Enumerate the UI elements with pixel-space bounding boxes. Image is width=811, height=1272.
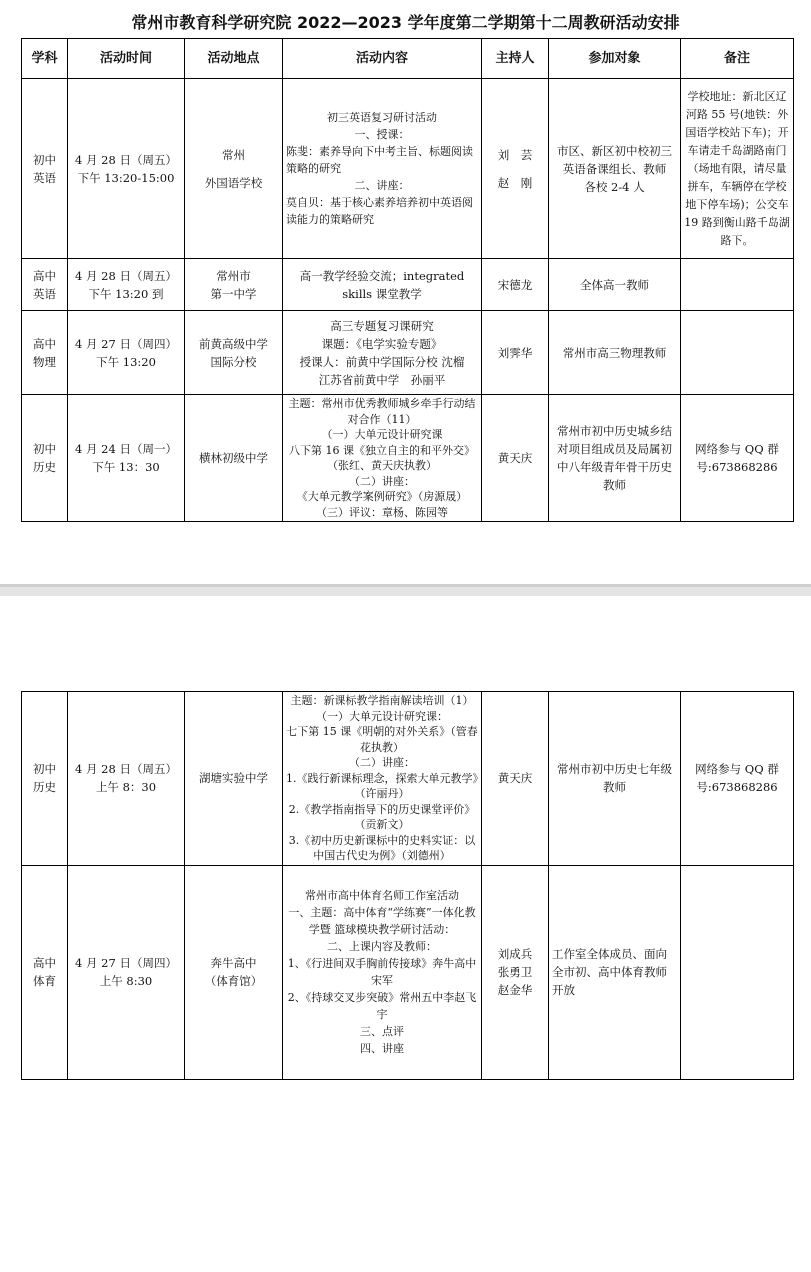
subject-cell: 初中 英语 bbox=[22, 79, 68, 259]
table-row bbox=[22, 79, 794, 259]
notes-cell bbox=[681, 865, 794, 1079]
host-cell: 宋德龙 bbox=[482, 259, 549, 311]
subject-cell: 高中 体育 bbox=[22, 865, 68, 1079]
time-cell: 4 月 27 日（周四） 上午 8:30 bbox=[68, 865, 185, 1079]
page-separator bbox=[0, 584, 811, 596]
header-participants: 参加对象 bbox=[549, 39, 681, 79]
schedule-table-1 bbox=[21, 38, 794, 522]
page-1 bbox=[0, 0, 811, 584]
participants-cell: 全体高一教师 bbox=[549, 259, 681, 311]
page-2 bbox=[0, 596, 811, 1272]
table-row bbox=[22, 865, 794, 1079]
header-content: 活动内容 bbox=[283, 39, 482, 79]
place-cell: 横林初级中学 bbox=[185, 395, 283, 522]
content-cell: 常州市高中体育名师工作室活动 一、主题：高中体育“学练赛”一体化教学暨 篮球模块教学研讨活动： 二、上课内容及教师： 1、《行进间双手胸前传接球》奔牛高中宋军 2、《持球交叉步突破》常州五中李赵飞宇 三、点评 四、讲座 bbox=[283, 865, 482, 1079]
time-cell: 4 月 27 日（周四） 下午 13:20 bbox=[68, 311, 185, 395]
content-cell: 高三专题复习课研究 课题：《电学实验专题》 授课人：前黄中学国际分校 沈榴 江苏省前黄中学 孙丽平 bbox=[283, 311, 482, 395]
page-title: 常州市教育科学研究院 2022—2023 学年度第二学期第十二周教研活动安排 bbox=[131, 13, 680, 32]
table-row bbox=[22, 395, 794, 522]
participants-cell: 工作室全体成员、面向全市初、高中体育教师开放 bbox=[549, 865, 681, 1079]
notes-cell: 网络参与 QQ 群号:673868286 bbox=[681, 395, 794, 522]
notes-cell: 网络参与 QQ 群号:673868286 bbox=[681, 692, 794, 866]
table-row bbox=[22, 692, 794, 866]
place-cell: 湖塘实验中学 bbox=[185, 692, 283, 866]
header-place: 活动地点 bbox=[185, 39, 283, 79]
host-cell: 刘成兵 张勇卫 赵金华 bbox=[482, 865, 549, 1079]
notes-cell bbox=[681, 311, 794, 395]
time-cell: 4 月 28 日（周五） 上午 8：30 bbox=[68, 692, 185, 866]
table-row bbox=[22, 311, 794, 395]
participants-cell: 常州市初中历史城乡结对项目组成员及局属初中八年级青年骨干历史教师 bbox=[549, 395, 681, 522]
header-subject: 学科 bbox=[22, 39, 68, 79]
host-cell: 刘 芸 赵 刚 bbox=[482, 79, 549, 259]
notes-cell: 学校地址：新北区辽河路 55 号(地铁：外国语学校站下车)；开车请走千岛湖路南门（场地有限，请尽量拼车，车辆停在学校地下停车场)；公交车 19 路到衡山路千岛湖路下。 bbox=[681, 79, 794, 259]
subject-cell: 初中 历史 bbox=[22, 395, 68, 522]
subject-cell: 初中 历史 bbox=[22, 692, 68, 866]
host-cell: 黄天庆 bbox=[482, 395, 549, 522]
content-cell: 初三英语复习研讨活动 一、授课： 陈斐：素养导向下中考主旨、标题阅读策略的研究 二、讲座： 莫自贝：基于核心素养培养初中英语阅读能力的策略研究 bbox=[283, 79, 482, 259]
notes-cell bbox=[681, 259, 794, 311]
participants-cell: 常州市初中历史七年级教师 bbox=[549, 692, 681, 866]
time-cell: 4 月 24 日（周一） 下午 13：30 bbox=[68, 395, 185, 522]
place-cell: 奔牛高中 （体育馆） bbox=[185, 865, 283, 1079]
participants-cell: 常州市高三物理教师 bbox=[549, 311, 681, 395]
header-time: 活动时间 bbox=[68, 39, 185, 79]
subject-cell: 高中 英语 bbox=[22, 259, 68, 311]
place-cell: 常州市 第一中学 bbox=[185, 259, 283, 311]
host-cell: 刘霁华 bbox=[482, 311, 549, 395]
participants-cell: 市区、新区初中校初三英语备课组长、教师 各校 2-4 人 bbox=[549, 79, 681, 259]
content-cell: 主题：常州市优秀教师城乡牵手行动结对合作（11） （一）大单元设计研究课 八下第 16 课《独立自主的和平外交》（张红、黄天庆执教） （二）讲座： 《大单元教学案例研究》（房源晟） （三）评议：章杨、陈园等 bbox=[283, 395, 482, 522]
table-row bbox=[22, 259, 794, 311]
host-cell: 黄天庆 bbox=[482, 692, 549, 866]
subject-cell: 高中 物理 bbox=[22, 311, 68, 395]
time-cell: 4 月 28 日（周五） 下午 13:20 到 bbox=[68, 259, 185, 311]
header-host: 主持人 bbox=[482, 39, 549, 79]
header-row bbox=[22, 39, 794, 79]
content-cell: 高一教学经验交流；integrated skills 课堂教学 bbox=[283, 259, 482, 311]
schedule-table-2 bbox=[21, 691, 794, 1080]
place-cell: 常州 外国语学校 bbox=[185, 79, 283, 259]
place-cell: 前黄高级中学 国际分校 bbox=[185, 311, 283, 395]
time-cell: 4 月 28 日（周五） 下午 13:20-15:00 bbox=[68, 79, 185, 259]
header-notes: 备注 bbox=[681, 39, 794, 79]
content-cell: 主题：新课标教学指南解读培训（1） （一）大单元设计研究课： 七下第 15 课《明朝的对外关系》（管春花执教） （二）讲座： 1.《践行新课标理念，探索大单元教学》（许丽丹） 2.《教学指南指导下的历史课堂评价》（贡新文） 3.《初中历史新课标中的史料实证：以中国古代史为例》（刘德州） bbox=[283, 692, 482, 866]
